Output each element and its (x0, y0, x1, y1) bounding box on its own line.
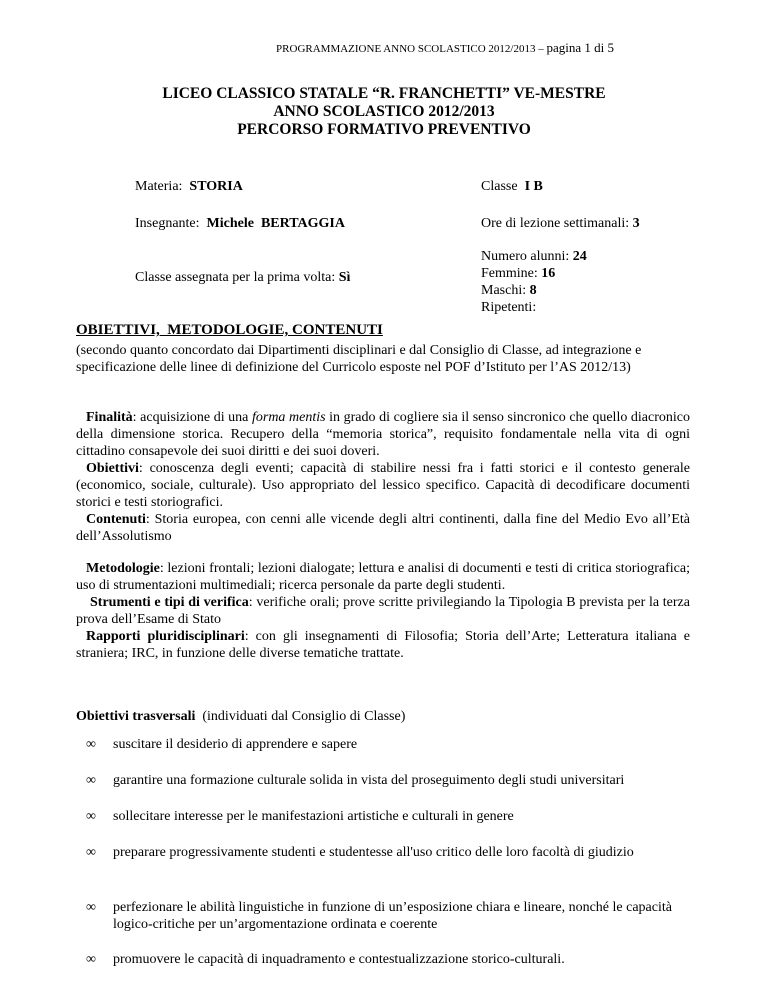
infinity-bullet-icon: ∞ (86, 952, 96, 967)
insegnante-field (135, 216, 345, 232)
page-header (276, 40, 614, 56)
list-item-text: preparare progressivamente studenti e studentesse all'uso critico delle loro facoltà di giudizio (113, 845, 634, 860)
list-item (76, 808, 696, 825)
femmine-label: Femmine: (481, 266, 538, 281)
obiettivi-label: Obiettivi (86, 461, 139, 476)
metodologie-label: Metodologie (86, 561, 160, 576)
page-number: pagina 1 di 5 (546, 40, 614, 55)
prima-volta-label: Classe assegnata per la prima volta: (135, 270, 336, 285)
trasversali-heading-rest: (individuati dal Consiglio di Classe) (195, 709, 406, 724)
alunni-field (481, 248, 587, 265)
list-item-text: suscitare il desiderio di apprendere e sapere (113, 737, 358, 752)
infinity-bullet-icon: ∞ (86, 845, 96, 860)
running-header-text: PROGRAMMAZIONE ANNO SCOLASTICO 2012/2013 – (276, 43, 547, 55)
list-item (76, 844, 696, 861)
document-title (0, 85, 768, 139)
list-item (76, 951, 696, 968)
contenuti-paragraph (76, 511, 690, 545)
classe-field (481, 179, 543, 195)
list-item-text: garantire una formazione culturale solida in vista del proseguimento degli studi universitari (113, 773, 625, 788)
femmine-field (481, 265, 587, 282)
list-item-text: promuovere le capacità di inquadramento e contestualizzazione storico-culturali. (113, 952, 565, 967)
prima-volta-field (135, 270, 350, 286)
metodologie-strumenti-rapporti (76, 560, 690, 662)
finalita-label: Finalità (86, 410, 133, 425)
alunni-block (481, 248, 587, 316)
materia-label: Materia: (135, 179, 183, 194)
rapporti-label: Rapporti pluridisciplinari (86, 629, 245, 644)
infinity-bullet-icon: ∞ (86, 737, 96, 752)
maschi-value: 8 (529, 283, 537, 298)
rapporti-paragraph (76, 628, 690, 662)
finalita-text-b: in grado di cogliere sia il senso sincronico che quello diacronico della dimensione storica. Recupero della “memoria storica”, requisito fondamentale nella vita di ogni cittadino consapevole dei suoi diritti e dei suoi doveri. (76, 410, 691, 459)
ore-label: Ore di lezione settimanali: (481, 216, 630, 231)
list-item (76, 899, 696, 933)
metodologie-paragraph (76, 560, 690, 594)
femmine-value: 16 (541, 266, 556, 281)
title-year: ANNO SCOLASTICO 2012/2013 (273, 103, 495, 120)
alunni-label: Numero alunni: (481, 249, 570, 264)
trasversali-heading (76, 709, 405, 725)
infinity-bullet-icon: ∞ (86, 773, 96, 788)
strumenti-text: : verifiche orali; prove scritte privilegiando la Tipologia B prevista per la terza prova dell’Esame di Stato (76, 595, 690, 627)
insegnante-label: Insegnante: (135, 216, 200, 231)
finalita-paragraph (76, 409, 690, 460)
metodologie-text: : lezioni frontali; lezioni dialogate; lettura e analisi di documenti e testi di critica storiografica; uso di strumentazioni multimediali; ricerca personale da parte degli studenti. (76, 561, 690, 593)
list-item (76, 736, 696, 753)
materia-value: STORIA (189, 179, 243, 194)
contenuti-text: : Storia europea, con cenni alle vicende degli altri continenti, dalla fine del Medio Evo all’Età dell’Assolutismo (76, 512, 690, 544)
title-percorso: PERCORSO FORMATIVO PREVENTIVO (237, 121, 531, 138)
maschi-label: Maschi: (481, 283, 527, 298)
infinity-bullet-icon: ∞ (86, 809, 96, 824)
list-item-text: sollecitare interesse per le manifestazioni artistiche e culturali in genere (113, 809, 514, 824)
ore-value: 3 (632, 216, 640, 231)
obiettivi-paragraph (76, 460, 690, 511)
trasversali-heading-bold: Obiettivi trasversali (76, 709, 196, 724)
ripetenti-field (481, 299, 587, 316)
contenuti-label: Contenuti (86, 512, 146, 527)
classe-value: I B (524, 179, 543, 194)
strumenti-paragraph (76, 594, 690, 628)
finalita-text-a: : acquisizione di una (132, 410, 252, 425)
finalita-obiettivi-contenuti (76, 409, 690, 545)
ripetenti-label: Ripetenti: (481, 300, 537, 315)
classe-label: Classe (481, 179, 518, 194)
obiettivi-text: : conoscenza degli eventi; capacità di stabilire nessi fra i fatti storici e il contesto generale (economico, sociale, culturale). Uso appropriato del lessico specifico. Capacità di decodificare documenti storici e testi storiografici. (76, 461, 690, 510)
list-item (76, 772, 696, 789)
title-school: LICEO CLASSICO STATALE “R. FRANCHETTI” VE-MESTRE (162, 85, 606, 102)
prima-volta-value: Sì (338, 270, 351, 285)
strumenti-label: Strumenti e tipi di verifica (90, 595, 249, 610)
alunni-value: 24 (572, 249, 587, 264)
insegnante-value: Michele BERTAGGIA (206, 216, 345, 231)
finalita-italic: forma mentis (251, 410, 326, 425)
infinity-bullet-icon: ∞ (86, 900, 96, 915)
ore-field (481, 216, 640, 232)
rapporti-text: : con gli insegnamenti di Filosofia; Storia dell’Arte; Letteratura italiana e straniera; IRC, in funzione delle diverse tematiche trattate. (76, 629, 690, 661)
list-item-text: perfezionare le abilità linguistiche in funzione di un’esposizione chiara e lineare, nonché le capacità logico-critiche per un’argomentazione ordinata e coerente (113, 900, 672, 932)
section-heading: OBIETTIVI, METODOLOGIE, CONTENUTI (76, 322, 383, 338)
section-note: (secondo quanto concordato dai Dipartimenti disciplinari e dal Consiglio di Classe, ad integrazione e specificazione delle linee di definizione del Curricolo esposte nel POF d’Istituto per l’AS 2012/13) (76, 343, 642, 375)
maschi-field (481, 282, 587, 299)
materia-field (135, 179, 243, 195)
